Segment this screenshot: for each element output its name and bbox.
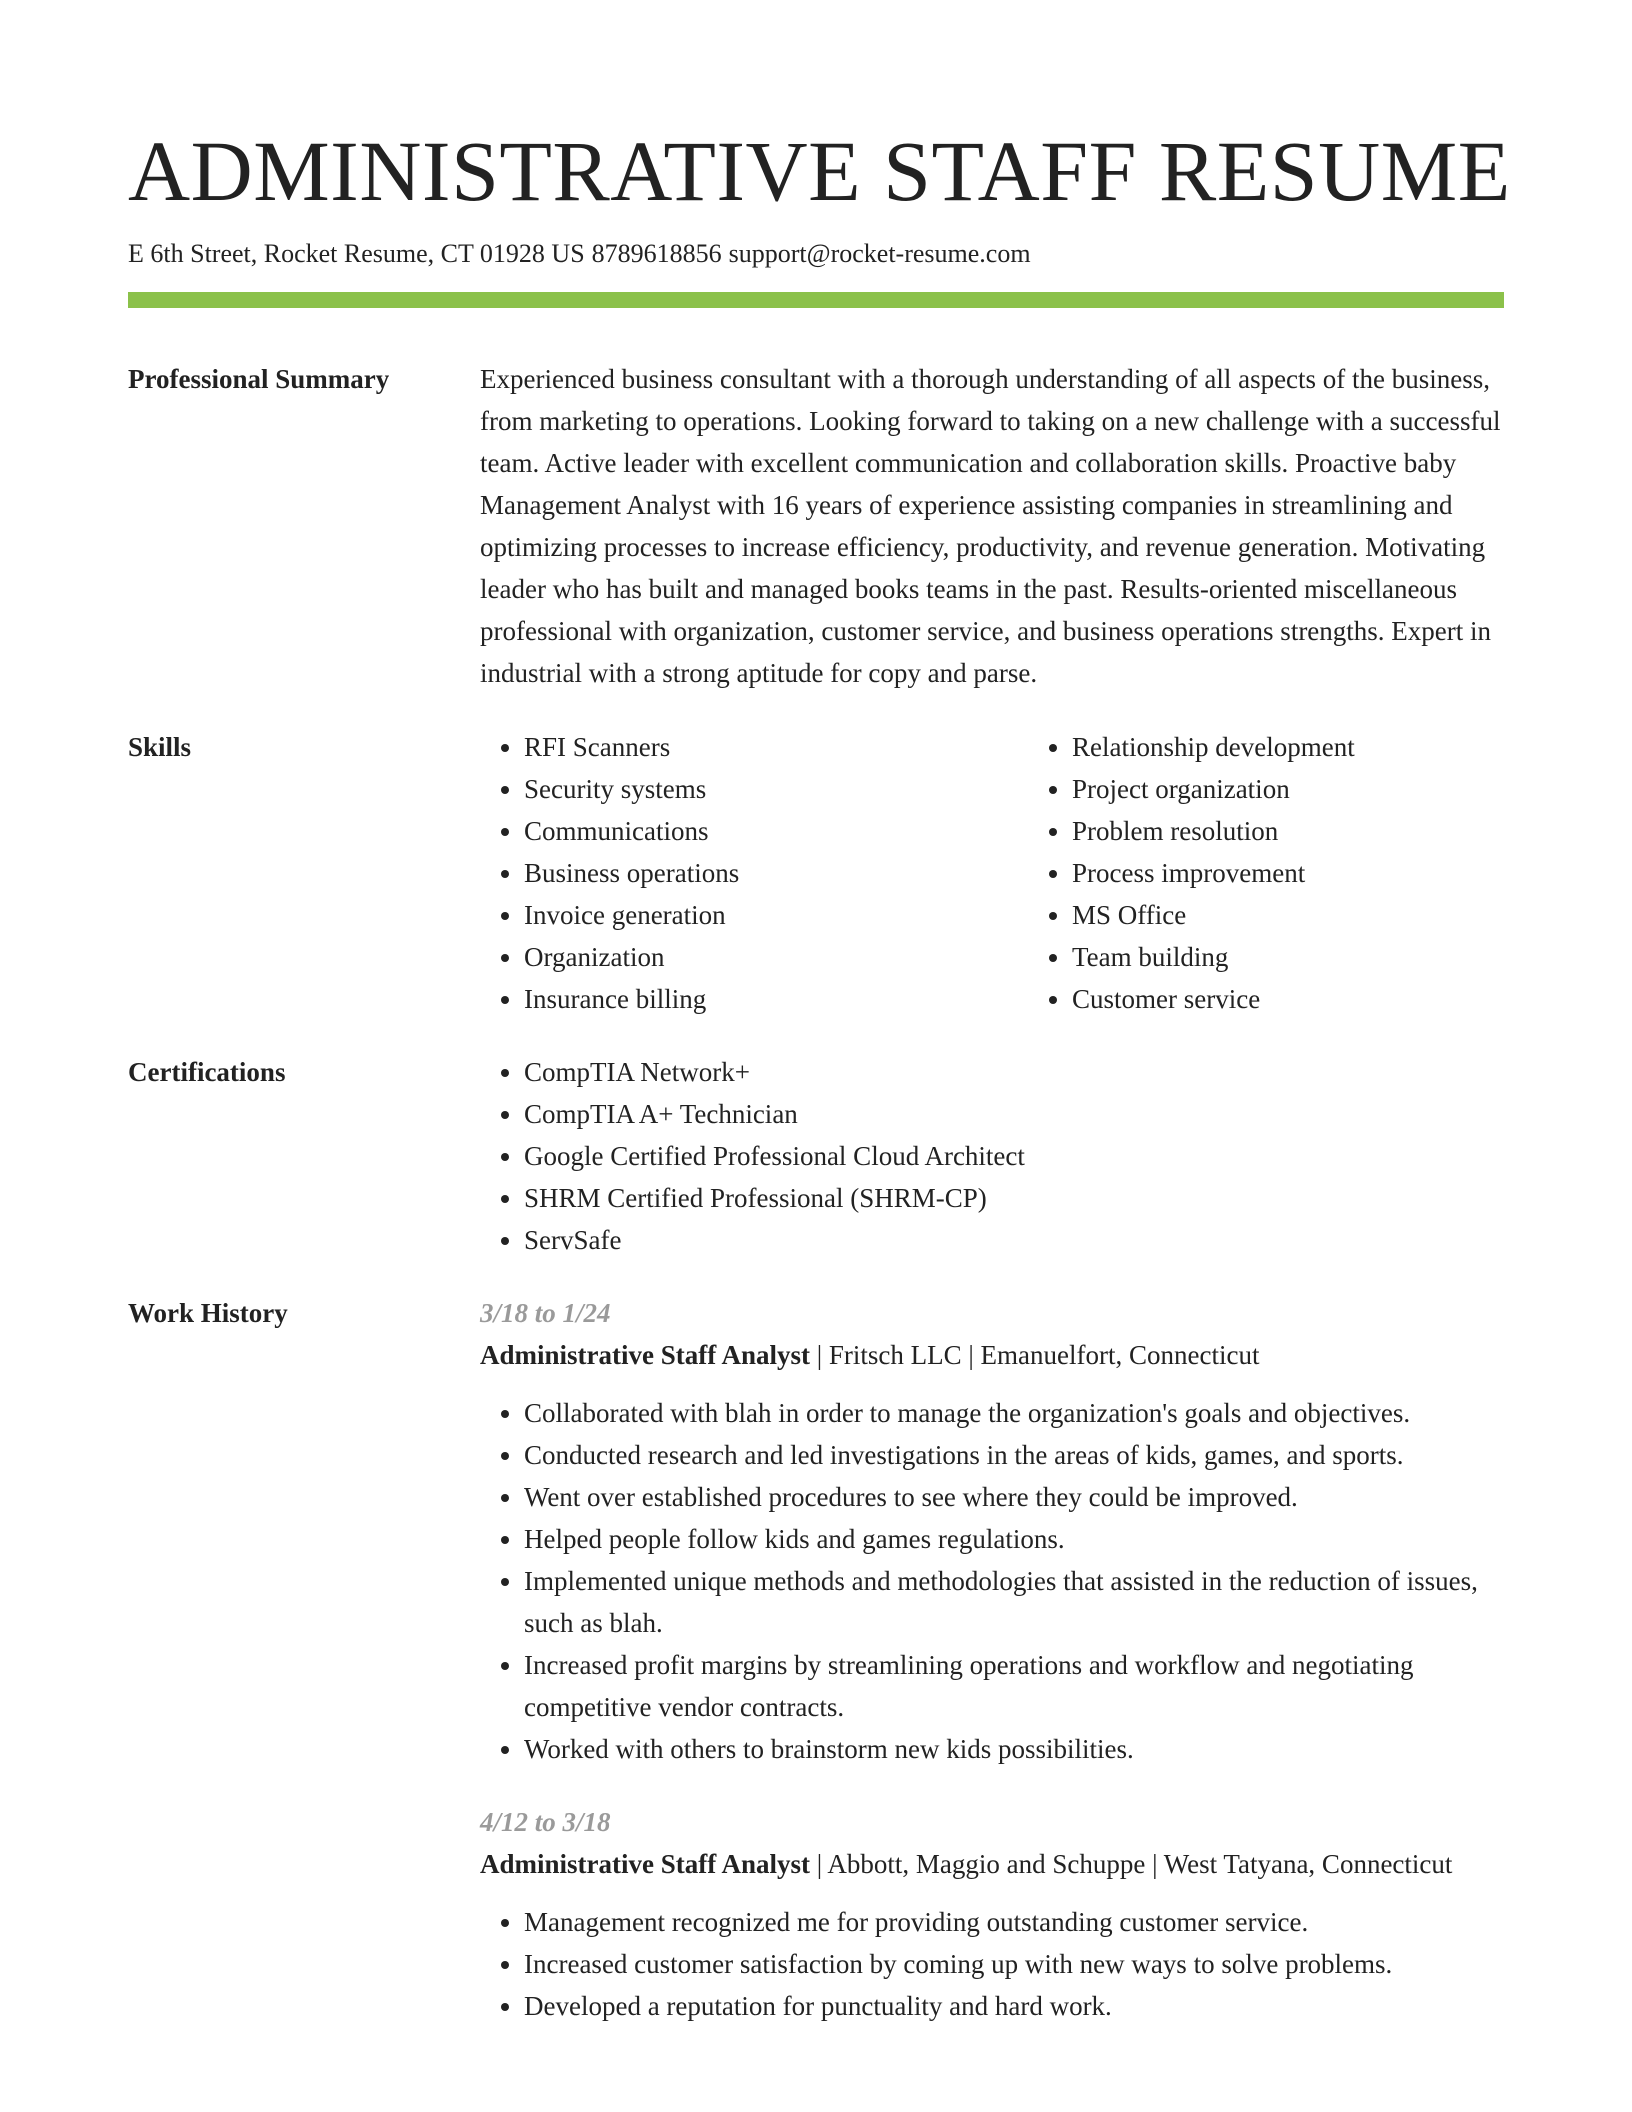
header-accent-rule bbox=[128, 292, 1504, 308]
certification-item: • CompTIA Network+ bbox=[524, 1051, 1504, 1093]
job-title: Administrative Staff Analyst bbox=[480, 1849, 810, 1879]
resume-page bbox=[128, 116, 1511, 2027]
work-history-section bbox=[128, 1292, 1504, 2027]
skill-item: • Relationship development bbox=[1072, 726, 1576, 768]
certifications-list bbox=[480, 1051, 1504, 1261]
certification-item: • Google Certified Professional Cloud Architect bbox=[524, 1135, 1504, 1177]
certifications-section bbox=[128, 1051, 1504, 1261]
job-bullet: • Management recognized me for providing outstanding customer service. bbox=[524, 1901, 1504, 1943]
job-bullets bbox=[480, 1901, 1504, 2027]
job-bullet: • Implemented unique methods and methodologies that assisted in the reduction of issues, such as blah. bbox=[524, 1560, 1504, 1644]
skills-list-right bbox=[1028, 726, 1576, 1020]
contact-address: E 6th Street, Rocket Resume, CT 01928 US bbox=[128, 239, 585, 268]
skill-item: • Insurance billing bbox=[524, 978, 1028, 1020]
contact-line bbox=[128, 236, 1504, 272]
work-history-body bbox=[480, 1292, 1504, 2027]
skills-section bbox=[128, 726, 1504, 1020]
skill-item: • Business operations bbox=[524, 852, 1028, 894]
skill-item: • Organization bbox=[524, 936, 1028, 978]
skill-item: • Project organization bbox=[1072, 768, 1576, 810]
skill-item: • Customer service bbox=[1072, 978, 1576, 1020]
job-heading bbox=[480, 1843, 1504, 1885]
job-bullet: • Developed a reputation for punctuality and hard work. bbox=[524, 1985, 1504, 2027]
professional-summary-section bbox=[128, 358, 1504, 694]
skill-item: • Security systems bbox=[524, 768, 1028, 810]
skill-item: • MS Office bbox=[1072, 894, 1576, 936]
skill-item: • Process improvement bbox=[1072, 852, 1576, 894]
resume-title: ADMINISTRATIVE STAFF RESUME bbox=[128, 123, 1511, 219]
section-label-summary: Professional Summary bbox=[128, 364, 390, 394]
job-bullet: • Went over established procedures to see where they could be improved. bbox=[524, 1476, 1504, 1518]
job-bullet: • Increased customer satisfaction by coming up with new ways to solve problems. bbox=[524, 1943, 1504, 1985]
skills-list-left bbox=[480, 726, 1028, 1020]
job-bullet: • Conducted research and led investigations in the areas of kids, games, and sports. bbox=[524, 1434, 1504, 1476]
skill-item: • RFI Scanners bbox=[524, 726, 1028, 768]
certifications-body bbox=[480, 1051, 1504, 1261]
job-heading bbox=[480, 1334, 1504, 1376]
skill-item: • Team building bbox=[1072, 936, 1576, 978]
skill-item: • Problem resolution bbox=[1072, 810, 1576, 852]
contact-email: support@rocket-resume.com bbox=[728, 239, 1031, 268]
section-label-certifications: Certifications bbox=[128, 1057, 286, 1087]
job-bullet: • Collaborated with blah in order to manage the organization's goals and objectives. bbox=[524, 1392, 1504, 1434]
job-entry bbox=[480, 1801, 1504, 2027]
section-label-skills: Skills bbox=[128, 732, 192, 762]
job-details: | Fritsch LLC | Emanuelfort, Connecticut bbox=[810, 1340, 1260, 1370]
skills-columns bbox=[480, 726, 1576, 1020]
job-bullet: • Increased profit margins by streamlining operations and workflow and negotiating competitive vendor contracts. bbox=[524, 1644, 1504, 1728]
job-dates: 4/12 to 3/18 bbox=[480, 1807, 611, 1837]
job-details: | Abbott, Maggio and Schuppe | West Tatyana, Connecticut bbox=[810, 1849, 1453, 1879]
summary-text: Experienced business consultant with a thorough understanding of all aspects of the business, from marketing to operations. Looking forward to taking on a new challenge with a successful team. Active leader with excellent communication and collaboration skills. Proactive baby Management Analyst with 16 years of experience assisting companies in streamlining and optimizing processes to increase efficiency, productivity, and revenue generation. Motivating leader who has built and managed books teams in the past. Results-oriented miscellaneous professional with organization, customer service, and business operations strengths. Expert in industrial with a strong aptitude for copy and parse. bbox=[480, 364, 1501, 688]
job-entry bbox=[480, 1292, 1504, 1770]
certification-item: • ServSafe bbox=[524, 1219, 1504, 1261]
skill-item: • Invoice generation bbox=[524, 894, 1028, 936]
contact-phone: 8789618856 bbox=[591, 239, 722, 268]
job-bullets bbox=[480, 1392, 1504, 1770]
certification-item: • SHRM Certified Professional (SHRM-CP) bbox=[524, 1177, 1504, 1219]
skill-item: • Communications bbox=[524, 810, 1028, 852]
job-dates: 3/18 to 1/24 bbox=[480, 1298, 611, 1328]
job-bullet: • Helped people follow kids and games regulations. bbox=[524, 1518, 1504, 1560]
section-label-work-history: Work History bbox=[128, 1298, 288, 1328]
certification-item: • CompTIA A+ Technician bbox=[524, 1093, 1504, 1135]
job-title: Administrative Staff Analyst bbox=[480, 1340, 810, 1370]
job-bullet: • Worked with others to brainstorm new kids possibilities. bbox=[524, 1728, 1504, 1770]
